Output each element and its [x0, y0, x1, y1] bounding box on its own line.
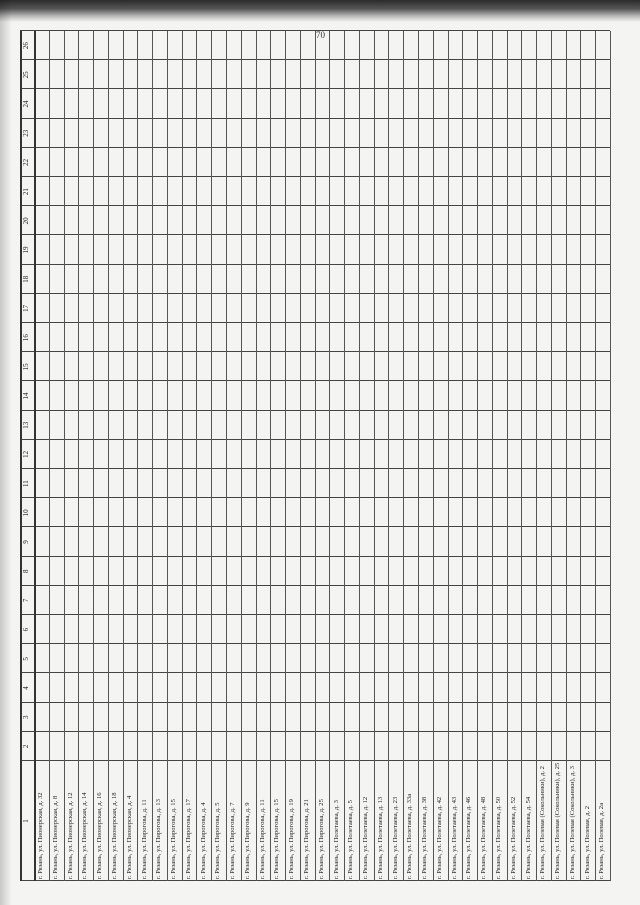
address-cell: г. Рязань, ул. Полетаева, д. 23: [391, 796, 399, 879]
address-cell: г. Рязань, ул. Пирогова, д. 17: [184, 799, 192, 879]
column-header: 25: [22, 71, 30, 79]
column-header: 20: [22, 217, 30, 225]
row-divider: [167, 31, 168, 881]
address-cell: г. Рязань, ул. Пирогова, д. 21: [303, 799, 311, 879]
row-divider: [34, 31, 36, 881]
address-cell: г. Рязань, ул. Полевая, д. 2: [583, 805, 591, 879]
column-header: 16: [22, 334, 30, 342]
address-cell: г. Рязань, ул. Пирогова, д. 4: [199, 802, 207, 879]
column-header: 26: [22, 42, 30, 50]
column-header: 6: [22, 627, 30, 632]
row-divider: [551, 31, 552, 881]
address-cell: г. Рязань, ул. Пирогова, д. 15: [170, 799, 178, 879]
row-divider: [182, 31, 183, 881]
column-header: 11: [22, 480, 30, 487]
address-cell: г. Рязань, ул. Пирогова, д. 13: [155, 799, 163, 879]
row-divider: [300, 31, 301, 881]
column-header: 18: [22, 275, 30, 283]
address-cell: г. Рязань, ул. Пирогова, д. 11: [258, 799, 266, 879]
address-cell: г. Рязань, ул. Пирогова, д. 15: [273, 799, 281, 879]
row-divider: [610, 31, 611, 881]
page-number: 70: [316, 30, 325, 40]
column-header: 7: [22, 598, 30, 603]
row-divider: [152, 31, 153, 881]
column-header: 23: [22, 129, 30, 137]
address-cell: г. Рязань, ул. Пионерская, д. 8: [51, 795, 59, 879]
column-header: 22: [22, 158, 30, 166]
address-cell: г. Рязань, ул. Полетаева, д. 13: [376, 796, 384, 879]
address-cell: г. Рязань, ул. Пирогова, д. 5: [214, 802, 222, 879]
column-header: 1: [22, 819, 30, 823]
address-cell: г. Рязань, ул. Пионерская, д. 32: [37, 792, 45, 879]
address-cell: г. Рязань, ул. Полетаева, д. 42: [435, 796, 443, 879]
table-sheet: [20, 31, 610, 881]
scan-shadow: [0, 0, 12, 905]
column-header: 9: [22, 540, 30, 544]
column-header: 8: [22, 569, 30, 573]
row-divider: [448, 31, 449, 881]
row-divider: [196, 31, 197, 881]
row-divider: [388, 31, 389, 881]
row-divider: [315, 31, 316, 881]
column-header: 13: [22, 421, 30, 429]
row-divider: [329, 31, 330, 881]
column-header: 19: [22, 246, 30, 254]
row-divider: [507, 31, 508, 881]
scan-edge: [0, 0, 640, 22]
address-cell: г. Рязань, ул. Полетаева, д. 3: [332, 800, 340, 879]
column-header: 3: [22, 715, 30, 719]
row-divider: [580, 31, 581, 881]
address-cell: г. Рязань, ул. Пионерская, д. 12: [66, 792, 74, 879]
row-divider: [211, 31, 212, 881]
address-cell: г. Рязань, ул. Полетаева, д. 50: [495, 796, 503, 879]
row-divider: [270, 31, 271, 881]
column-header: 5: [22, 657, 30, 661]
column-header: 14: [22, 392, 30, 400]
row-divider: [93, 31, 94, 881]
row-divider: [566, 31, 567, 881]
address-cell: г. Рязань, ул. Полевая, д. 2а: [598, 802, 606, 879]
row-divider: [433, 31, 434, 881]
row-divider: [256, 31, 257, 881]
row-divider: [78, 31, 79, 881]
address-cell: г. Рязань, ул. Пионерская, д. 4: [125, 795, 133, 879]
column-header: 4: [22, 686, 30, 690]
column-header: 15: [22, 363, 30, 371]
address-cell: г. Рязань, ул. Полетаева, д. 38: [421, 796, 429, 879]
address-cell: г. Рязань, ул. Пионерская, д. 14: [81, 792, 89, 879]
column-header: 24: [22, 100, 30, 108]
address-cell: г. Рязань, ул. Пирогова, д. 7: [229, 802, 237, 879]
address-cell: г. Рязань, ул. Пионерская, д. 16: [96, 792, 104, 879]
row-divider: [595, 31, 596, 881]
row-divider: [403, 31, 404, 881]
table-grid: [20, 31, 610, 881]
address-cell: г. Рязань, ул. Пирогова, д. 19: [288, 799, 296, 879]
column-header: 17: [22, 304, 30, 312]
address-cell: г. Рязань, ул. Полетаева, д. 12: [362, 796, 370, 879]
address-cell: г. Рязань, ул. Полетаева, д. 33а: [406, 793, 414, 879]
row-divider: [418, 31, 419, 881]
row-divider: [521, 31, 522, 881]
address-cell: г. Рязань, ул. Полетаева, д. 48: [480, 796, 488, 879]
address-cell: г. Рязань, ул. Полетаева, д. 52: [509, 796, 517, 879]
row-divider: [49, 31, 50, 881]
address-cell: г. Рязань, ул. Полетаева, д. 5: [347, 800, 355, 879]
row-divider: [123, 31, 124, 881]
address-cell: г. Рязань, ул. Полетаева, д. 54: [524, 796, 532, 879]
address-cell: г. Рязань, ул. Пионерская, д. 18: [111, 792, 119, 879]
row-divider: [241, 31, 242, 881]
row-divider: [137, 31, 138, 881]
address-cell: г. Рязань, ул. Полевая (Сокольники), д. 2: [539, 766, 547, 879]
column-header: 2: [22, 744, 30, 749]
column-header: 10: [22, 509, 30, 517]
address-cell: г. Рязань, ул. Пирогова, д. 11: [140, 799, 148, 879]
row-divider: [374, 31, 375, 881]
row-divider: [462, 31, 463, 881]
row-divider: [285, 31, 286, 881]
row-divider: [359, 31, 360, 881]
row-divider: [492, 31, 493, 881]
address-cell: г. Рязань, ул. Полетаева, д. 46: [465, 796, 473, 879]
address-cell: г. Рязань, ул. Пирогова, д. 9: [243, 802, 251, 879]
row-divider: [226, 31, 227, 881]
address-cell: г. Рязань, ул. Пирогова, д. 25: [317, 799, 325, 879]
address-cell: г. Рязань, ул. Полевая (Сокольники), д. 25: [554, 762, 562, 879]
row-divider: [477, 31, 478, 881]
column-header: 12: [22, 450, 30, 458]
row-divider: [536, 31, 537, 881]
row-divider: [344, 31, 345, 881]
row-divider: [64, 31, 65, 881]
column-header: 21: [22, 188, 30, 196]
address-cell: г. Рязань, ул. Полевая (Сокольники), д. 3: [568, 766, 576, 879]
row-divider: [108, 31, 109, 881]
address-cell: г. Рязань, ул. Полетаева, д. 43: [450, 796, 458, 879]
